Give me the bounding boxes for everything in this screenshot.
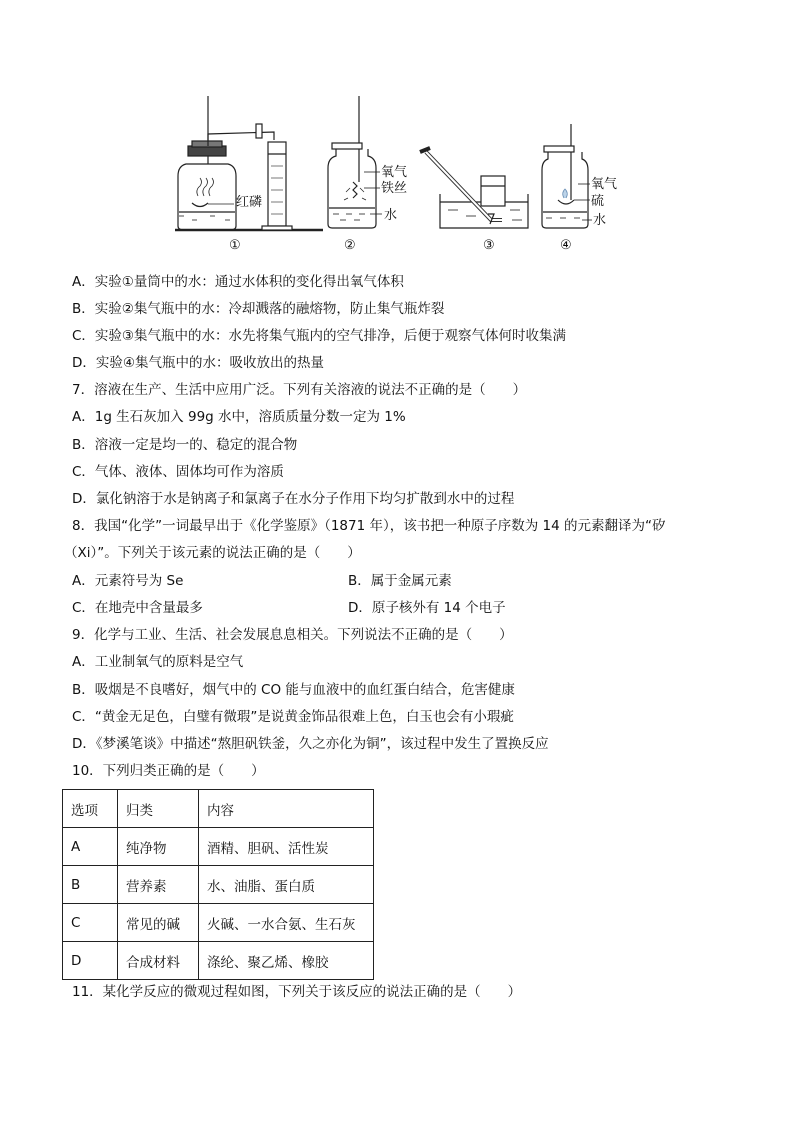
- label-water-4: 水: [593, 212, 607, 227]
- label-exp3: ③: [483, 237, 495, 252]
- label-iron-wire: 铁丝: [381, 180, 408, 195]
- label-water-2: 水: [384, 207, 398, 222]
- table-cell: A: [63, 828, 118, 866]
- table-cell: C: [63, 904, 118, 942]
- q9-option-a: A．工业制氧气的原料是空气: [72, 654, 244, 670]
- label-exp1: ①: [229, 237, 241, 252]
- q6-option-a: A．实验①量筒中的水：通过水体积的变化得出氧气体积: [72, 274, 404, 290]
- q8-option-c: C．在地壳中含量最多: [72, 600, 203, 616]
- table-row: [63, 942, 374, 980]
- label-exp4: ④: [560, 237, 572, 252]
- q6-option-c: C．实验③集气瓶中的水：水先将集气瓶内的空气排净，后便于观察气体何时收集满: [72, 328, 567, 344]
- table-cell: 涤纶、聚乙烯、橡胶: [199, 942, 374, 980]
- q8-option-a: A．元素符号为 Se: [72, 573, 184, 589]
- table-cell: 常见的碱: [118, 904, 199, 942]
- label-sulfur: 硫: [591, 193, 605, 208]
- q9-stem: 9．化学与工业、生活、社会发展息息相关。下列说法不正确的是（ ）: [72, 627, 513, 643]
- q7-option-c: C．气体、液体、固体均可作为溶质: [72, 464, 284, 480]
- q8-stem-line2: （Xi）”。下列关于该元素的说法正确的是（ ）: [64, 545, 361, 561]
- q10-stem: 10．下列归类正确的是（ ）: [72, 763, 265, 779]
- experiment-4-apparatus: [542, 124, 592, 228]
- q9-option-b: B．吸烟是不良嗜好，烟气中的 CO 能与血液中的血红蛋白结合，危害健康: [72, 682, 515, 698]
- table-cell: 营养素: [118, 866, 199, 904]
- q6-option-d: D．实验④集气瓶中的水：吸收放出的热量: [72, 355, 324, 371]
- table-header-cell: 选项: [63, 790, 118, 828]
- q9-option-d: D．《梦溪笔谈》中描述“熬胆矾铁釜，久之亦化为铜”，该过程中发生了置换反应: [72, 736, 549, 752]
- table-cell: 纯净物: [118, 828, 199, 866]
- label-exp2: ②: [344, 237, 356, 252]
- table-header-cell: 内容: [199, 790, 374, 828]
- label-oxygen-4: 氧气: [591, 176, 618, 191]
- table-cell: 火碱、一水合氨、生石灰: [199, 904, 374, 942]
- table-cell: 水、油脂、蛋白质: [199, 866, 374, 904]
- label-oxygen-2: 氧气: [381, 164, 408, 179]
- q8-stem-line1: 8．我国“化学”一词最早出于《化学鉴原》（1871 年），该书把一种原子序数为 14 的元素翻译为“矽: [72, 518, 666, 534]
- table-header-row: [63, 790, 374, 828]
- q8-option-d: D．原子核外有 14 个电子: [348, 600, 506, 616]
- label-red-phosphorus: 红磷: [236, 194, 263, 209]
- table-cell: D: [63, 942, 118, 980]
- table-row: [63, 904, 374, 942]
- table-row: [63, 828, 374, 866]
- table-cell: 合成材料: [118, 942, 199, 980]
- q9-option-c: C．“黄金无足色，白璧有微瑕”是说黄金饰品很难上色，白玉也会有小瑕疵: [72, 709, 514, 725]
- q10-table: [62, 789, 374, 980]
- table-header-cell: 归类: [118, 790, 199, 828]
- q6-option-b: B．实验②集气瓶中的水：冷却溅落的融熔物，防止集气瓶炸裂: [72, 301, 445, 317]
- q8-option-b: B．属于金属元素: [348, 573, 452, 589]
- table-cell: 酒精、胆矾、活性炭: [199, 828, 374, 866]
- table-cell: B: [63, 866, 118, 904]
- experiment-1-apparatus: [175, 96, 323, 230]
- q11-stem: 11．某化学反应的微观过程如图，下列关于该反应的说法正确的是（ ）: [72, 984, 522, 1000]
- q7-option-a: A．1g 生石灰加入 99g 水中，溶质质量分数一定为 1%: [72, 409, 406, 425]
- q7-option-d: D．氯化钠溶于水是钠离子和氯离子在水分子作用下均匀扩散到水中的过程: [72, 491, 515, 507]
- experiment-figure: [170, 96, 640, 258]
- q7-stem: 7．溶液在生产、生活中应用广泛。下列有关溶液的说法不正确的是（ ）: [72, 382, 527, 398]
- experiment-diagram: [170, 96, 640, 258]
- table-row: [63, 866, 374, 904]
- experiment-2-apparatus: [328, 96, 382, 228]
- q7-option-b: B．溶液一定是均一的、稳定的混合物: [72, 437, 298, 453]
- experiment-3-apparatus: [420, 148, 528, 228]
